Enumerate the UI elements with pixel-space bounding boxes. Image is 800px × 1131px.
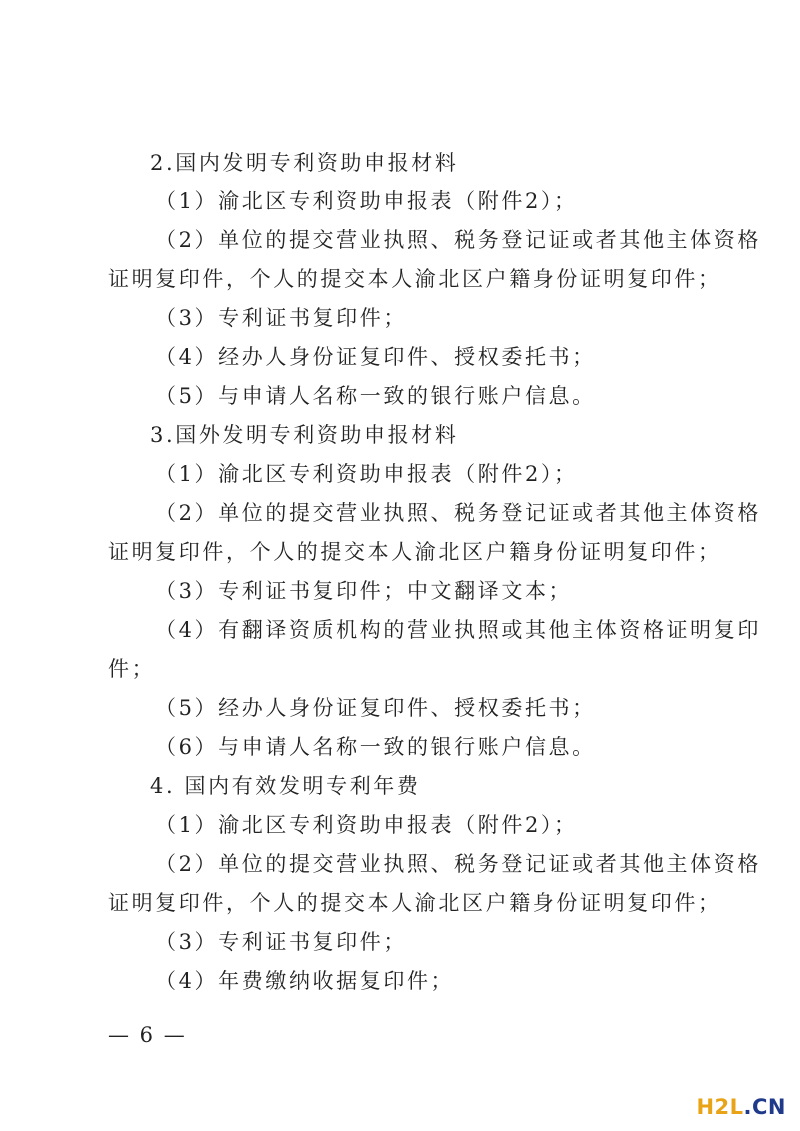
list-item: （4）有翻译资质机构的营业执照或其他主体资格证明复印 (155, 618, 761, 642)
list-item-continuation: 件； (108, 657, 156, 681)
list-item-continuation: 证明复印件，个人的提交本人渝北区户籍身份证明复印件； (108, 267, 722, 291)
section-heading-foreign-invention: 3.国外发明专利资助申报材料 (150, 423, 459, 447)
list-item: （3）专利证书复印件；中文翻译文本； (155, 579, 573, 603)
list-item-continuation: 证明复印件，个人的提交本人渝北区户籍身份证明复印件； (108, 540, 722, 564)
watermark-part-2: .CN (743, 1095, 786, 1119)
list-item: （4）经办人身份证复印件、授权委托书； (155, 345, 596, 369)
list-item: （1）渝北区专利资助申报表（附件2）； (155, 462, 578, 486)
list-item: （3）专利证书复印件； (155, 930, 407, 954)
list-item: （1）渝北区专利资助申报表（附件2）； (155, 813, 578, 837)
list-item: （4）年费缴纳收据复印件； (155, 969, 455, 993)
list-item: （1）渝北区专利资助申报表（附件2）； (155, 189, 578, 213)
list-item: （5）与申请人名称一致的银行账户信息。 (155, 384, 596, 408)
section-heading-domestic-invention: 2.国内发明专利资助申报材料 (150, 151, 459, 175)
site-watermark (696, 1095, 786, 1119)
list-item: （5）经办人身份证复印件、授权委托书； (155, 696, 596, 720)
list-item-continuation: 证明复印件，个人的提交本人渝北区户籍身份证明复印件； (108, 891, 722, 915)
list-item: （2）单位的提交营业执照、税务登记证或者其他主体资格 (155, 852, 761, 876)
list-item: （6）与申请人名称一致的银行账户信息。 (155, 735, 596, 759)
page-number: — 6 — (108, 1023, 187, 1047)
list-item: （2）单位的提交营业执照、税务登记证或者其他主体资格 (155, 501, 761, 525)
list-item: （3）专利证书复印件； (155, 306, 407, 330)
list-item: （2）单位的提交营业执照、税务登记证或者其他主体资格 (155, 228, 761, 252)
watermark-part-1: H2L (696, 1095, 744, 1119)
section-heading-annual-fee: 4. 国内有效发明专利年费 (150, 774, 421, 798)
